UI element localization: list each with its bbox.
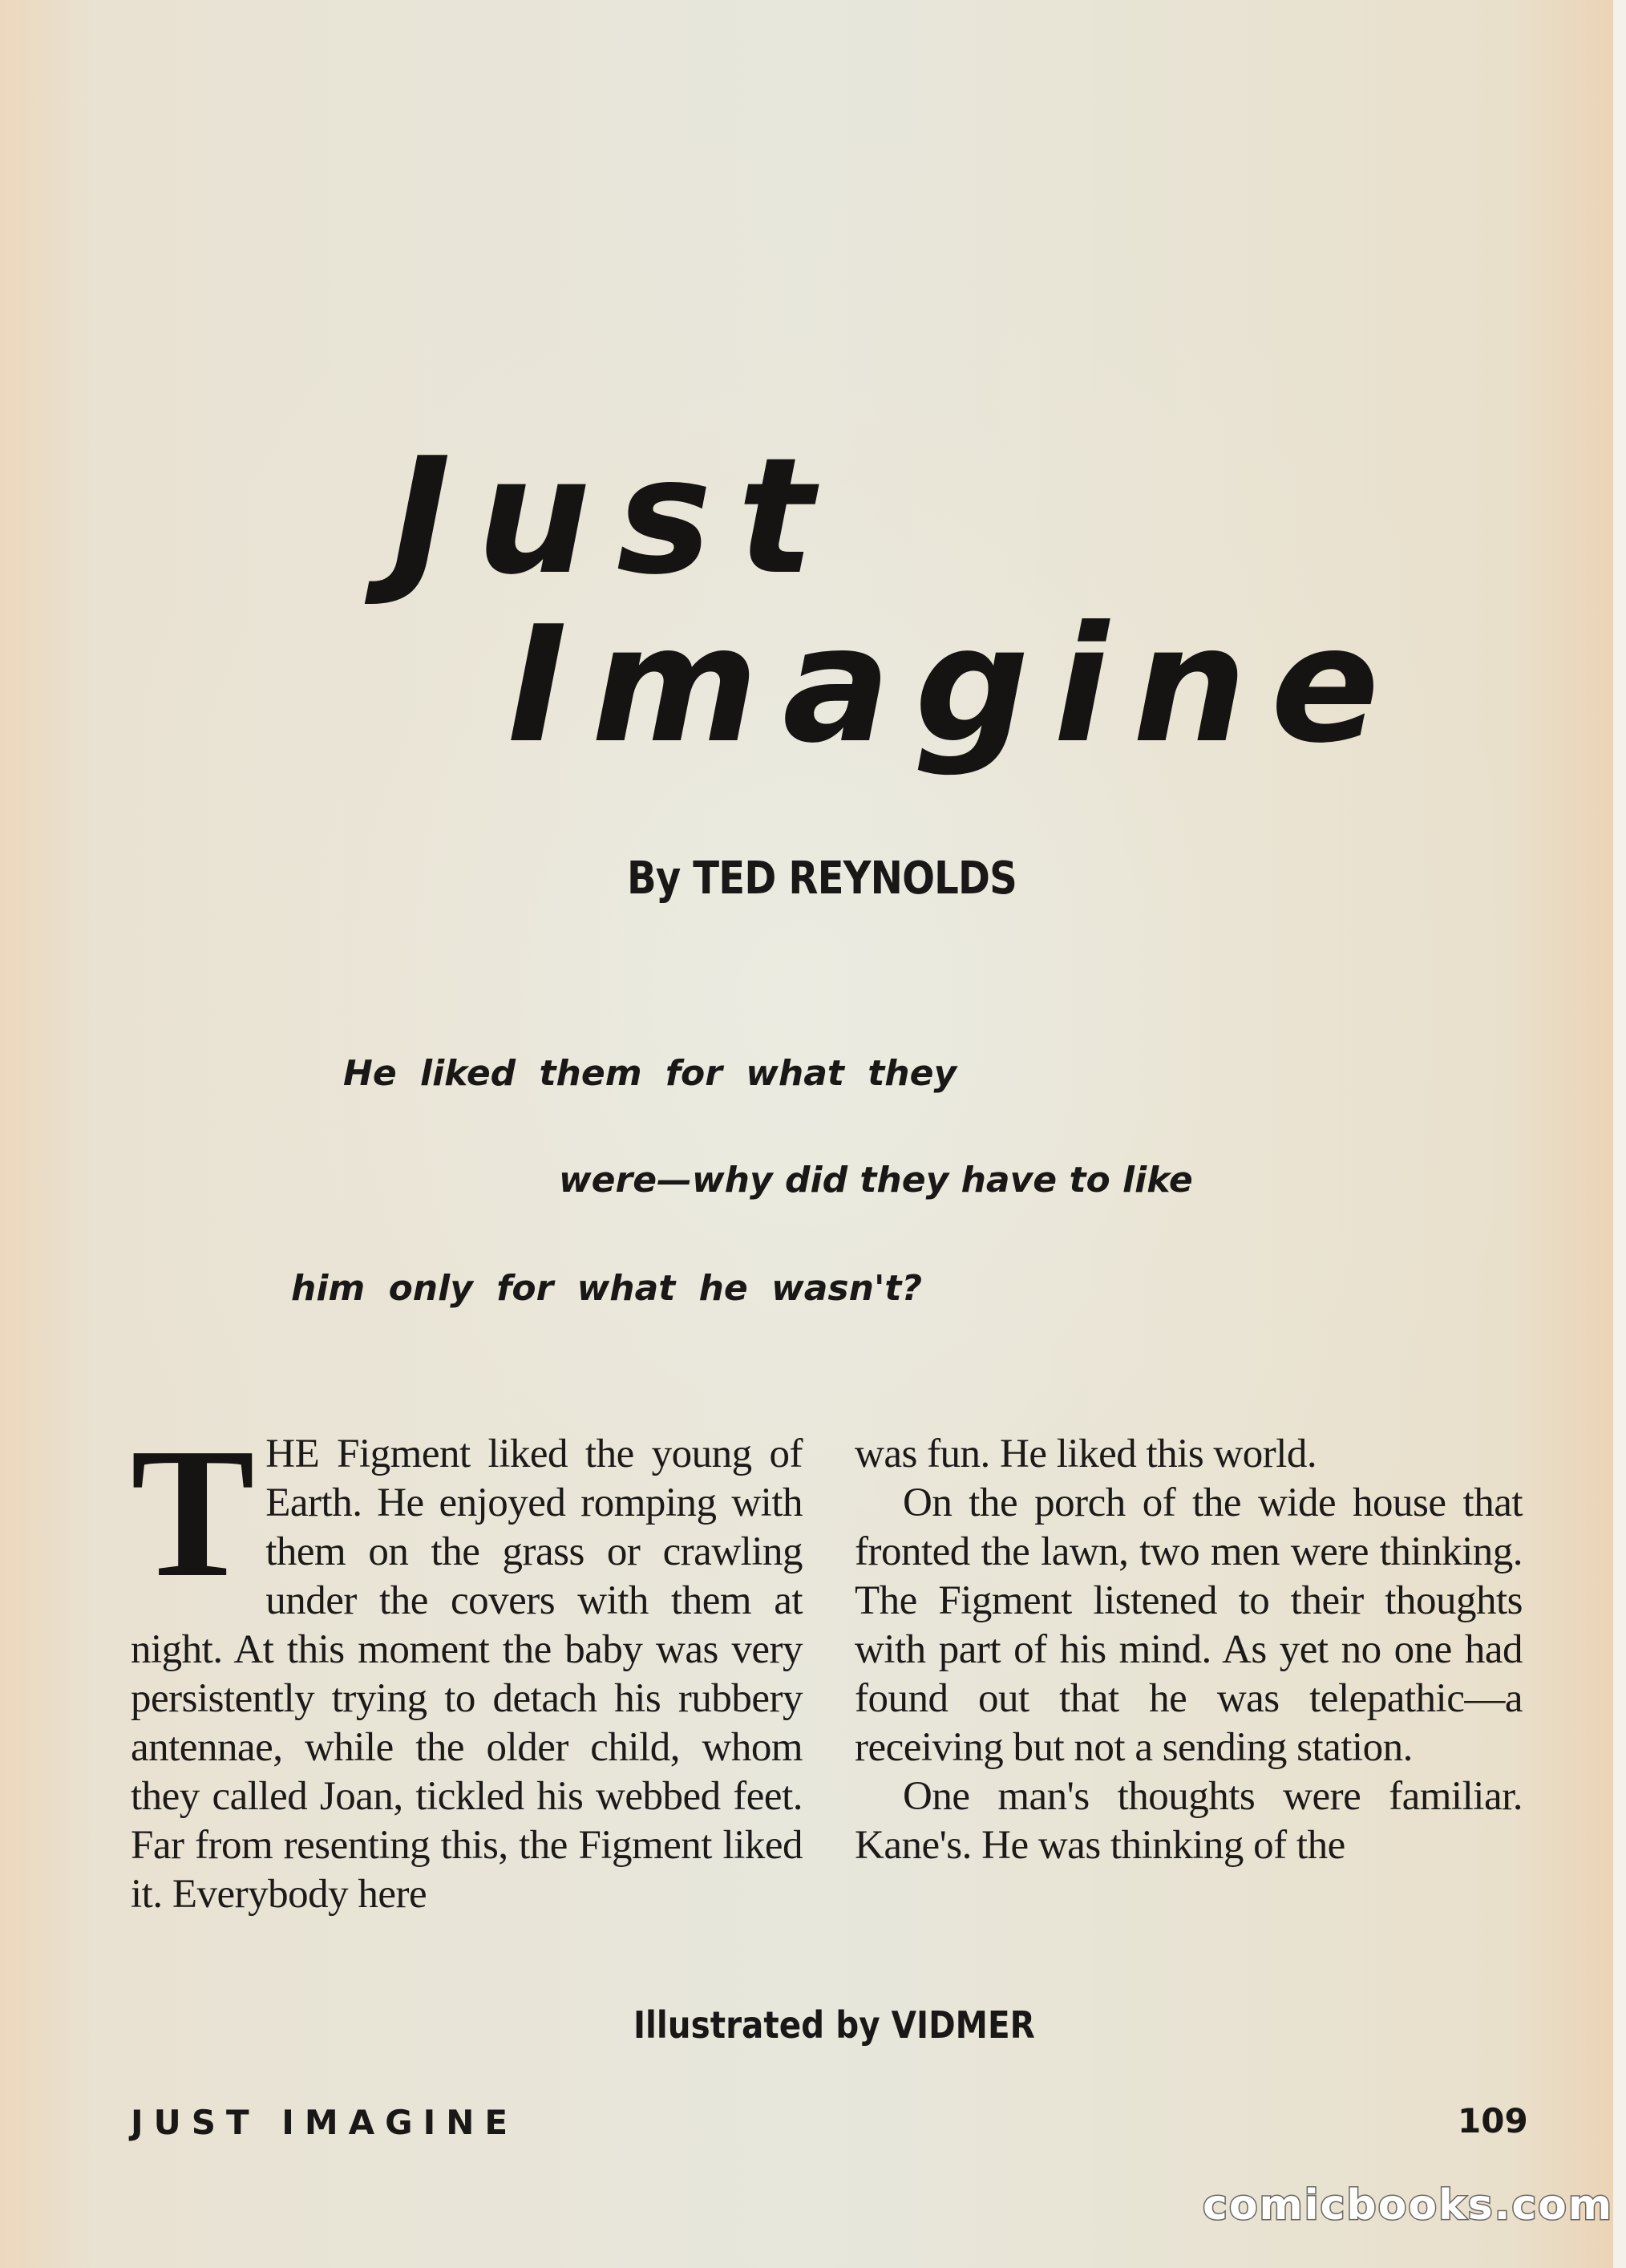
page-edge (1613, 0, 1626, 2268)
story-paragraph: On the porch of the wide house that fronted the lawn, two men were thinking. The Figment listened to their thoughts with part of his mind. As yet no one had found out that he was telepathic—a receiving but not a sending station. (855, 1480, 1523, 1770)
blurb-line-1: He liked them for what they (343, 1053, 957, 1094)
story-title-line-2: Imagine (508, 592, 1404, 779)
story-paragraph: One man's thoughts were familiar. Kane's. He was thinking of the (855, 1774, 1523, 1868)
story-title-line-1: Just (391, 423, 840, 610)
story-paragraph: HE Figment liked the young of Earth. He enjoyed romping with them on the grass or crawling under the covers with them at night. At this moment the baby was very persistently trying to detach his rubbery antennae, while the older child, whom they called Joan, tickled his webbed feet. Far from resenting this, the Figment liked it. Everybody here (131, 1432, 803, 1917)
author-byline: By TED REYNOLDS (627, 853, 1017, 905)
story-column-right (855, 1430, 1523, 1870)
blurb-line-2: were—why did they have to like (559, 1160, 1193, 1201)
story-paragraph: was fun. He liked this world. (855, 1432, 1317, 1476)
page-number: 109 (1458, 2101, 1528, 2140)
blurb-line-3: him only for what he wasn't? (291, 1268, 922, 1309)
story-column-left (131, 1410, 803, 1919)
site-watermark: comicbooks.com (1203, 2181, 1614, 2230)
illustrator-credit: Illustrated by VIDMER (633, 2003, 1035, 2047)
drop-cap: T (131, 1410, 255, 1616)
running-footer-title: JUST IMAGINE (131, 2103, 519, 2142)
